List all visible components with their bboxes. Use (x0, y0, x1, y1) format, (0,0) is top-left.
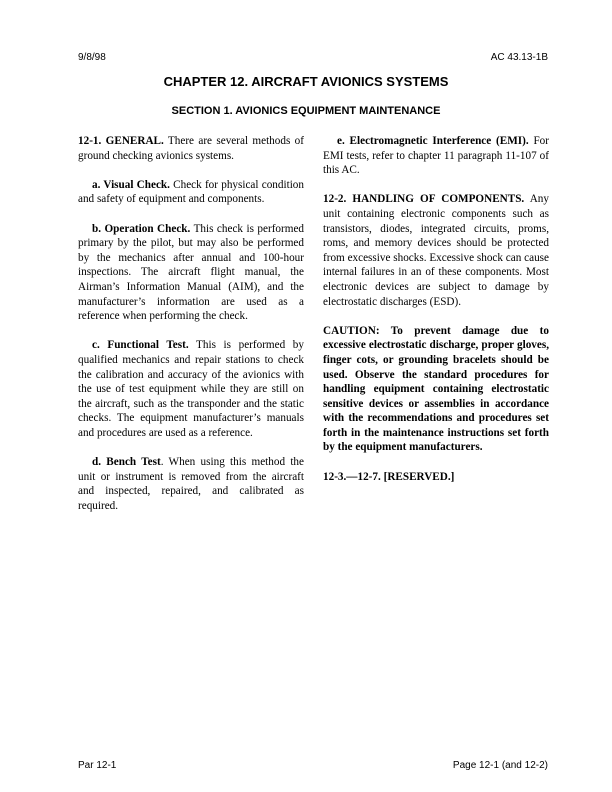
paragraph-bench-test (78, 455, 304, 513)
paragraph-functional-test (78, 338, 304, 440)
paragraph-text: Any unit containing electronic components such as transistors, diodes, integrated circuits, proms, roms, and memory devices should be protected from excessive shocks. Excessive shock can cause internal failures in an of these components. Most electronic devices are subject to damage by electrostatic discharges (ESD). (323, 193, 549, 308)
paragraph-heading: b. Operation Check. (92, 222, 191, 235)
paragraph-text: This check is performed primary by the pilot, but may also be performed by the mechanics after annual and 100-hour inspections. The aircraft flight manual, the Airman’s Information Manual (AIM), and the manufacturer’s information are used as a reference when performing the check. (78, 222, 305, 323)
reserved-paragraphs: 12-3.—12-7. [RESERVED.] (323, 470, 455, 483)
header-doc-id: AC 43.13-1B (490, 52, 548, 63)
paragraph-heading: d. Bench Test (92, 456, 161, 469)
paragraph-general (78, 134, 304, 163)
caution-note: CAUTION: To prevent damage due to excessive electrostatic discharge, proper gloves, finger cots, or grounding bracelets should be used. Observe the standard procedures for handling equipment containing electrostatic sensitive devices or assemblies in accordance with the recommendations and procedures set forth in the maintenance instructions set forth by the equipment manufacturers. (323, 324, 549, 454)
paragraph-heading: 12-2. HANDLING OF COMPONENTS. (323, 193, 525, 206)
footer-page-number: Page 12-1 (and 12-2) (452, 760, 548, 771)
paragraph-text: There are several methods of ground checking avionics systems. (78, 135, 304, 162)
chapter-title: CHAPTER 12. AIRCRAFT AVIONICS SYSTEMS (163, 74, 449, 89)
paragraph-emi (323, 134, 549, 178)
paragraph-heading: c. Functional Test. (92, 339, 189, 352)
paragraph-text: This is performed by qualified mechanics and repair stations to check the calibration and accuracy of the avionics with the use of test equipment while they are still on the aircraft, such as the transponder and the static checks. The equipment manufacturer’s manuals and procedures are used as a reference. (78, 339, 304, 439)
footer-paragraph-ref: Par 12-1 (78, 760, 117, 771)
paragraph-heading: e. Electromagnetic Interference (EMI). (337, 135, 529, 147)
paragraph-visual-check (78, 178, 304, 207)
header-date: 9/8/98 (78, 52, 106, 63)
paragraph-operation-check (78, 222, 304, 324)
paragraph-text: . When using this method the unit or instrument is removed from the aircraft and inspected, repaired, and calibrated as required. (78, 456, 304, 512)
paragraph-text: Check for physical condition and safety of equipment and components. (78, 178, 304, 206)
left-column (78, 134, 304, 528)
paragraph-text: For EMI tests, refer to chapter 11 paragraph 11-107 of this AC. (323, 135, 549, 177)
paragraph-heading: a. Visual Check. (92, 178, 170, 191)
section-title: SECTION 1. AVIONICS EQUIPMENT MAINTENANCE (171, 105, 441, 117)
paragraph-handling (323, 192, 549, 309)
right-column (323, 134, 549, 499)
paragraph-heading: 12-1. GENERAL. (78, 135, 164, 147)
